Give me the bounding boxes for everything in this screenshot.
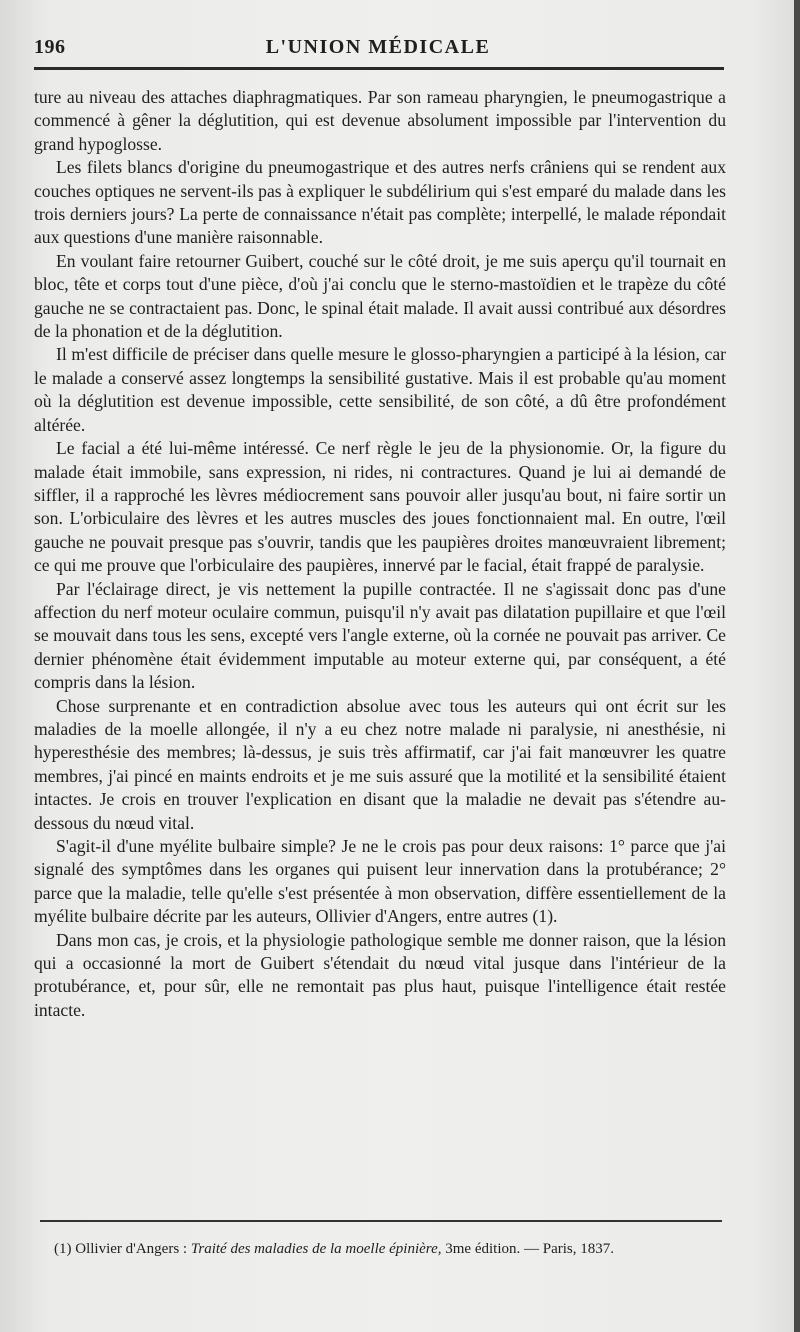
- footnote-cited-title: Traité des maladies de la moelle épinière,: [190, 1241, 442, 1257]
- page-header: [34, 36, 722, 66]
- footnote-tail: 3me édition. — Paris, 1837.: [441, 1241, 614, 1257]
- header-rule: [34, 67, 724, 70]
- paragraph: S'agit-il d'une myélite bulbaire simple? Je ne le crois pas pour deux raisons: 1° parce que j'ai signalé des symptômes dans les organes qui puisent leur innervation dans la protubérance; 2° parce que la maladie, telle qu'elle s'est présentée à mon observation, diffère essentiellement de la myélite bulbaire décrite par les auteurs, Ollivier d'Angers, entre autres (1).: [34, 836, 726, 927]
- paragraph: Chose surprenante et en contradiction absolue avec tous les auteurs qui ont écrit sur les maladies de la moelle allongée, il n'y a eu chez notre malade ni paralysie, ni anesthésie, ni hyperesthésie des membres; là-dessus, je suis très affirmatif, car j'ai fait manœuvrer les quatre membres, j'ai pincé en maints endroits et je me suis assuré que la motilité et la sensibilité étaient intactes. Je crois en trouver l'explication en disant que la maladie ne devait pas s'étendre au-dessous du nœud vital.: [34, 695, 726, 833]
- body-text: [34, 86, 726, 1022]
- paragraph: Le facial a été lui-même intéressé. Ce nerf règle le jeu de la physionomie. Or, la figure du malade était immobile, sans expression, ni rides, ni contractures. Quand je lui ai demandé de siffler, il a rapproché les lèvres médiocrement sans pouvoir aller jusqu'au bout, ni faire sortir un son. L'orbiculaire des lèvres et les autres muscles des joues fonctionnaient mal. En outre, l'œil gauche ne pouvait presque pas s'ouvrir, tandis que les paupières droites manœuvraient librement; ce qui me prouve que l'orbiculaire des paupières, innervé par le facial, était frappé de paralysie.: [34, 438, 726, 576]
- running-title: L'UNION MÉDICALE: [265, 36, 491, 58]
- paragraph: Les filets blancs d'origine du pneumogastrique et des autres nerfs crâniens qui se rendent aux couches optiques ne servent-ils pas à expliquer le subdélirium qui s'est emparé du malade dans les trois derniers jours? La perte de connaissance n'était pas complète; interpellé, le malade répondait aux questions d'une manière raisonnable.: [34, 157, 726, 248]
- paragraph: ture au niveau des attaches diaphragmatiques. Par son rameau pharyngien, le pneumogastrique a commencé à gêner la déglutition, qui est devenue absolument impossible par l'intervention du grand hypoglosse.: [34, 87, 726, 154]
- paragraph: Par l'éclairage direct, je vis nettement la pupille contractée. Il ne s'agissait donc pas d'une affection du nerf moteur oculaire commun, puisqu'il n'y avait pas dilatation pupillaire et que l'œil se mouvait dans tous les sens, excepté vers l'angle externe, où la cornée ne pouvait pas arriver. Ce dernier phénomène était évidemment imputable au moteur externe qui, par conséquent, a été compris dans la lésion.: [34, 578, 726, 693]
- paragraph: En voulant faire retourner Guibert, couché sur le côté droit, je me suis aperçu qu'il tournait en bloc, tête et corps tout d'une pièce, d'où j'ai conclu que le sterno-mastoïdien et le trapèze du côté gauche ne se contractaient pas. Donc, le spinal était malade. Il avait aussi contribué aux désordres de la phonation et de la déglutition.: [34, 250, 726, 342]
- footnote: [40, 1238, 724, 1260]
- page-number: 196: [34, 36, 66, 58]
- page-edge-shadow: [794, 0, 800, 1332]
- paragraph: Il m'est difficile de préciser dans quelle mesure le glosso-pharyngien a participé à la lésion, car le malade a conservé assez longtemps la sensibilité gustative. Mais il est probable qu'au moment où la déglutition est devenue impossible, cette sensibilité, de son côté, a dû être profondément altérée.: [34, 344, 726, 435]
- paragraph: Dans mon cas, je crois, et la physiologie pathologique semble me donner raison, que la lésion qui a occasionné la mort de Guibert s'étendait du nœud vital jusque dans l'intérieur de la protubérance, et, pour sûr, elle ne remontait pas plus haut, puisque l'intelligence était restée intacte.: [34, 929, 726, 1020]
- footnote-rule: [40, 1220, 722, 1222]
- footnote-lead: (1) Ollivier d'Angers :: [54, 1241, 191, 1257]
